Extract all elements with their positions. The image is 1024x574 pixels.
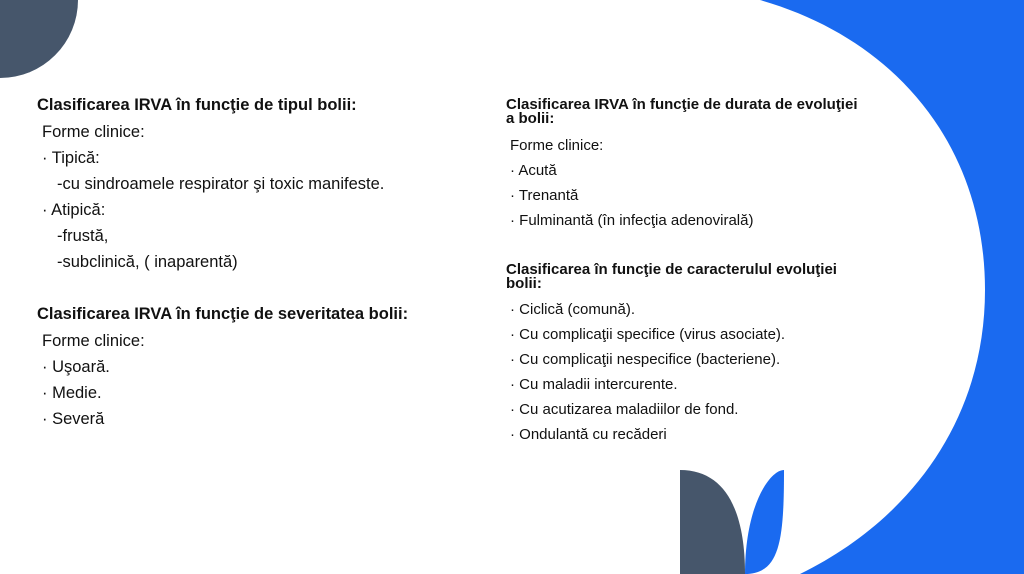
corner-quarter-circle-shape (0, 0, 78, 78)
list-item: · Cu maladii intercurente. (510, 376, 678, 393)
list-item: · Ondulantă cu recăderi (510, 426, 667, 443)
list-item: · Cu complicaţii specifice (virus asociate). (510, 326, 786, 343)
list-item: · Trenantă (510, 187, 579, 204)
blue-leaf-shape (745, 470, 784, 574)
list-item: Forme clinice: (42, 123, 145, 141)
right-blue-sweep-shape (760, 0, 1024, 574)
duration-heading-line1: Clasificarea IRVA în funcţie de durata de evoluţiei (506, 96, 858, 113)
list-item: -frustă, (57, 227, 109, 245)
list-item: · Atipică: (42, 201, 106, 219)
list-item: -subclinică, ( inaparentă) (57, 253, 238, 271)
duration-heading-line2: a bolii: (506, 110, 555, 127)
evolution-heading-line2: bolii: (506, 275, 542, 292)
list-item: · Severă (42, 410, 105, 428)
list-item: · Ciclică (comună). (510, 301, 636, 318)
evolution-heading-line1: Clasificarea în funcţie de caracterulul evoluţiei (506, 261, 837, 278)
list-item: Forme clinice: (42, 332, 145, 350)
list-item: · Tipică: (42, 149, 100, 167)
list-item: · Uşoară. (42, 358, 110, 376)
list-item: · Acută (510, 162, 557, 179)
list-item: -cu sindroamele respirator şi toxic manifeste. (57, 175, 385, 193)
list-item: · Medie. (42, 384, 102, 402)
list-item: · Cu complicaţii nespecifice (bacteriene). (510, 351, 781, 368)
list-item: Forme clinice: (510, 137, 604, 154)
slate-leaf-shape (680, 470, 745, 574)
list-item: · Fulminantă (în infecţia adenovirală) (510, 212, 754, 229)
list-item: · Cu acutizarea maladiilor de fond. (510, 401, 739, 418)
severity-heading: Clasificarea IRVA în funcţie de severitatea bolii: (37, 305, 409, 323)
severity-type-heading: Clasificarea IRVA în funcţie de tipul bolii: (37, 96, 357, 114)
